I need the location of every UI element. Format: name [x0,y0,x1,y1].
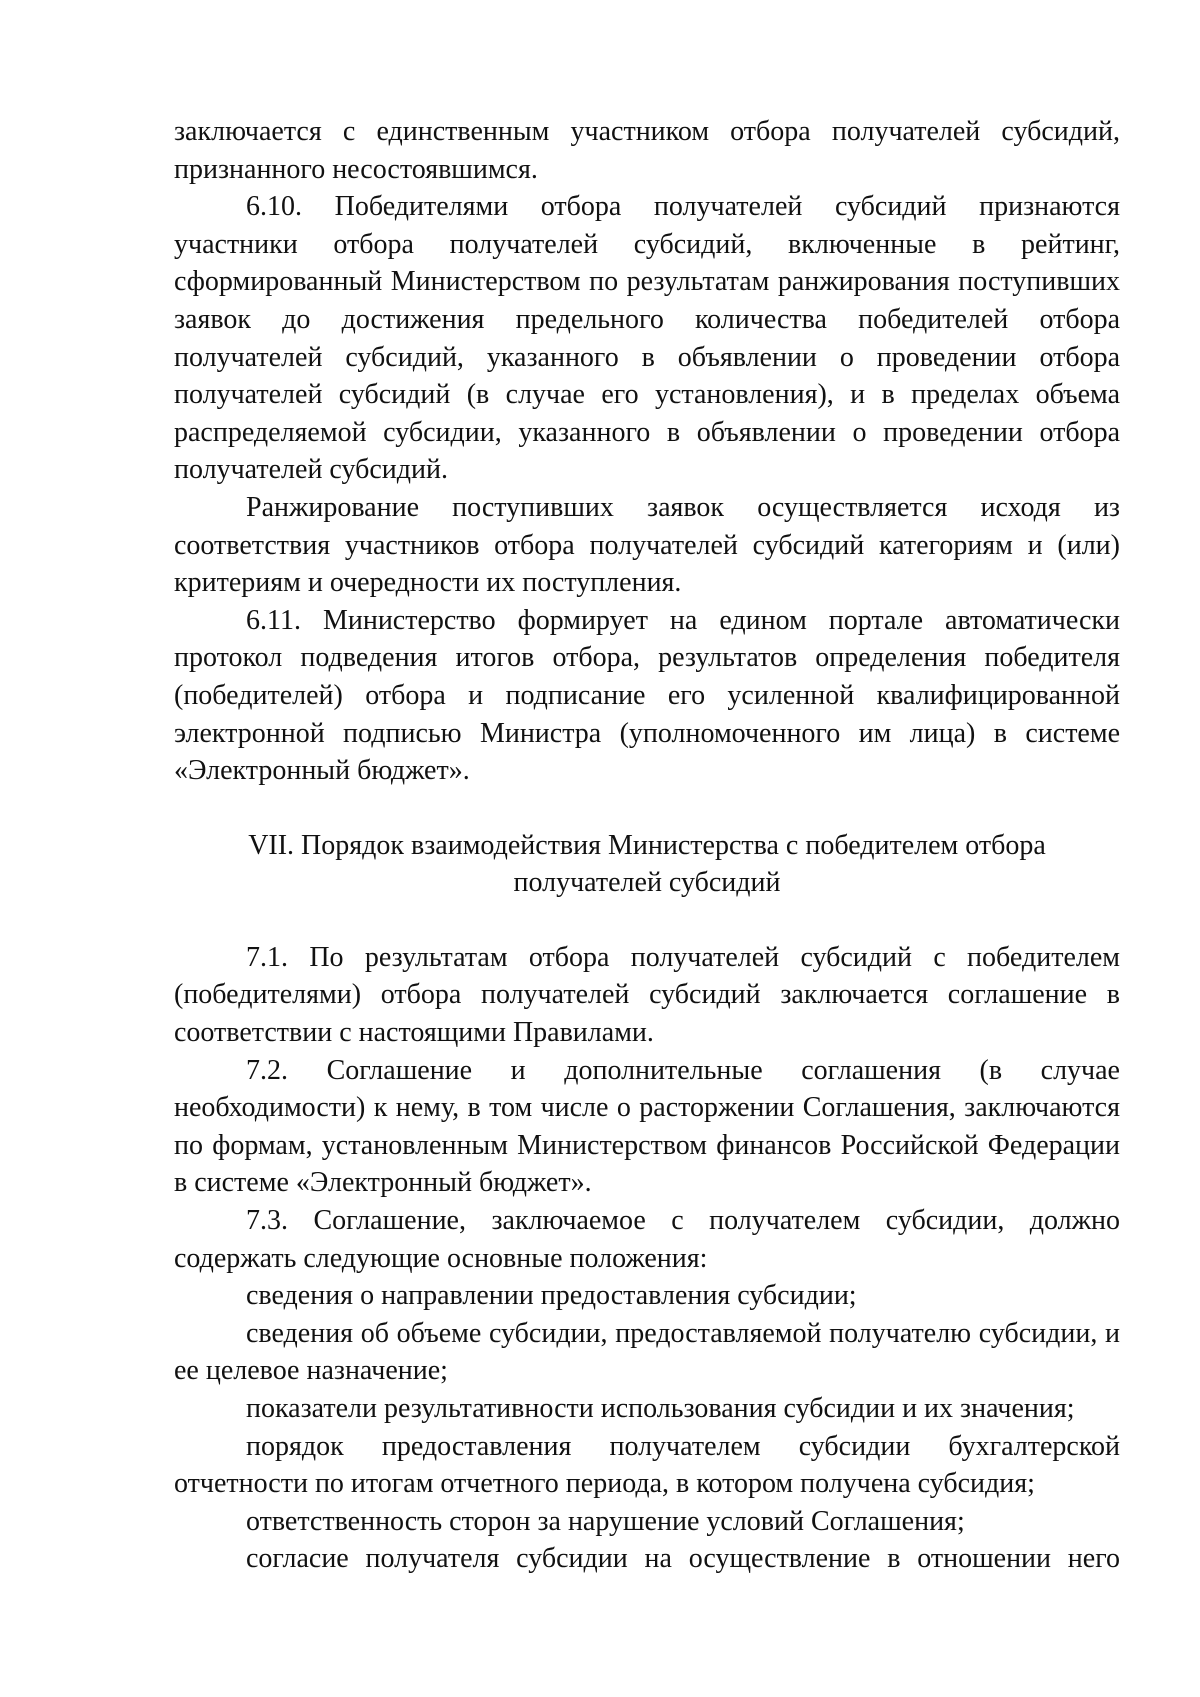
paragraph-ranking: Ранжирование поступивших заявок осуществляется исходя из соответствия участников отбора получателей субсидий категориям и (или) критериям и очередности их поступления. [174,491,1120,599]
section-heading-line1: VII. Порядок взаимодействия Министерства с победителем отбора [248,829,1046,861]
paragraph-7-2: 7.2. Соглашение и дополнительные соглашения (в случае необходимости) к нему, в том числе о расторжении Соглашения, заключаются по формам, установленным Министерством финансов Российской Федерации в системе «Электронный бюджет». [174,1054,1120,1199]
list-item-volume: сведения об объеме субсидии, предоставляемой получателю субсидии, и ее целевое назначение; [174,1317,1120,1387]
paragraph-6-10: 6.10. Победителями отбора получателей субсидий признаются участники отбора получателей субсидий, включенные в рейтинг, сформированный Министерством по результатам ранжирования поступивших заявок до достижения предельного количества победителей отбора получателей субсидий, указанного в объявлении о проведении отбора получателей субсидий (в случае его установления), и в пределах объема распределяемой субсидии, указанного в объявлении о проведении отбора получателей субсидий. [174,191,1120,486]
list-item-responsibility: ответственность сторон за нарушение условий Соглашения; [246,1505,965,1537]
section-heading [174,827,1120,902]
paragraph-6-11: 6.11. Министерство формирует на едином портале автоматически протокол подведения итогов отбора, результатов определения победителя (победителей) отбора и подписание его усиленной квалифицированной электронной подписью Министра (уполномоченного им лица) в системе «Электронный бюджет». [174,604,1120,787]
paragraph-continuation: заключается с единственным участником отбора получателей субсидий, признанного несостоявшимся. [174,116,1120,185]
list-item-indicators: показатели результативности использования субсидии и их значения; [246,1393,1075,1424]
list-item-consent: согласие получателя субсидии на осуществление в отношении него [246,1543,1120,1575]
document-body [174,113,1120,1578]
paragraph-7-1: 7.1. По результатам отбора получателей субсидий с победителем (победителями) отбора получателей субсидий заключается соглашение в соответствии с настоящими Правилами. [174,941,1120,1049]
list-item-direction: сведения о направлении предоставления субсидии; [246,1280,857,1312]
paragraph-7-3: 7.3. Соглашение, заключаемое с получателем субсидии, должно содержать следующие основные положения: [174,1205,1120,1274]
section-heading-line2: получателей субсидий [513,867,781,899]
list-item-reporting: порядок предоставления получателем субсидии бухгалтерской отчетности по итогам отчетного периода, в котором получена субсидия; [174,1430,1120,1500]
